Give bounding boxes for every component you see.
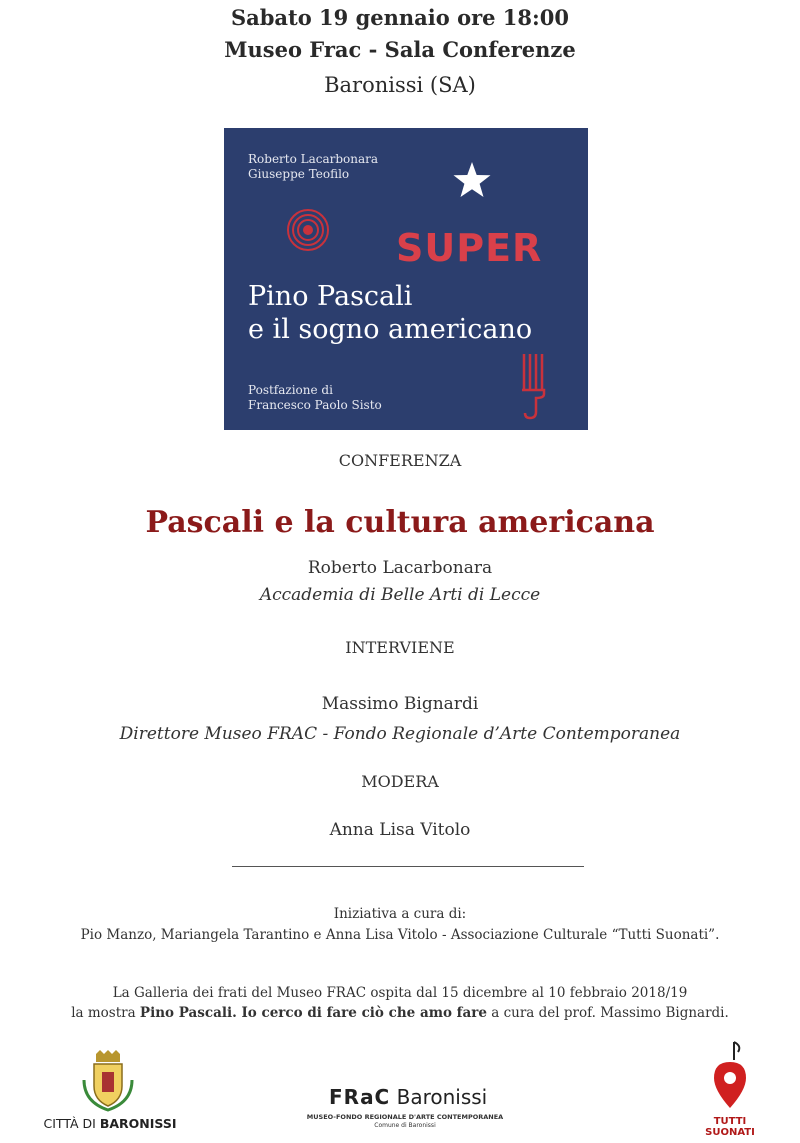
book-super-word: SUPER <box>396 226 543 270</box>
frac-logo-text <box>329 1085 487 1109</box>
book-author-2: Giuseppe Teofilo <box>248 167 350 181</box>
city-label <box>40 1116 180 1131</box>
book-title-line-1: Pino Pascali <box>248 281 413 312</box>
book-postface <box>248 383 382 413</box>
crest-icon <box>78 1050 138 1112</box>
guest-name: Massimo Bignardi <box>321 694 479 714</box>
frac-brand: FRaC <box>329 1085 391 1109</box>
city-of-baronissi-logo <box>40 1050 180 1135</box>
city-label-bold: BARONISSI <box>99 1116 177 1131</box>
guest-role: Direttore Museo FRAC - Fondo Regionale d’Arte Contemporanea <box>119 724 681 744</box>
gallery-line-1: La Galleria dei frati del Museo FRAC ospita dal 15 dicembre al 10 febbraio 2018/19 <box>112 985 688 1001</box>
frac-city: Baronissi <box>396 1085 488 1109</box>
speaker-affiliation: Accademia di Belle Arti di Lecce <box>259 585 541 605</box>
book-author-1: Roberto Lacarbonara <box>248 152 379 166</box>
tutti-suonati-logo <box>690 1040 770 1138</box>
book-postface-author: Francesco Paolo Sisto <box>248 398 382 412</box>
moderates-label: MODERA <box>361 772 439 791</box>
target-icon <box>284 206 332 254</box>
conference-label: CONFERENZA <box>338 451 462 470</box>
gallery-line-2 <box>0 1005 800 1021</box>
gallery-line-2-pre: la mostra <box>71 1005 140 1021</box>
moderator-name: Anna Lisa Vitolo <box>329 820 471 840</box>
initiative-people: Pio Manzo, Mariangela Tarantino e Anna Lisa Vitolo - Associazione Culturale “Tutti Suonati”. <box>80 927 720 943</box>
event-datetime: Sabato 19 gennaio ore 18:00 <box>230 5 570 30</box>
event-city: Baronissi (SA) <box>324 73 476 97</box>
event-venue: Museo Frac - Sala Conferenze <box>224 37 576 62</box>
book-title <box>248 280 532 346</box>
conference-title: Pascali e la cultura americana <box>145 505 655 540</box>
exhibition-title: Pino Pascali. Io cerco di fare ciò che amo fare <box>139 1005 487 1021</box>
intervenes-label: INTERVIENE <box>345 638 455 657</box>
star-icon <box>452 160 492 200</box>
city-label-pre: CITTÀ DI <box>43 1116 100 1131</box>
book-authors <box>248 152 378 182</box>
music-pin-icon <box>708 1040 752 1112</box>
speaker-name: Roberto Lacarbonara <box>307 558 493 578</box>
book-title-line-2: e il sogno americano <box>248 314 533 345</box>
book-cover-image <box>224 128 588 430</box>
gallery-line-2-post: a cura del prof. Massimo Bignardi. <box>486 1005 729 1021</box>
initiative-label: Iniziativa a cura di: <box>333 906 467 922</box>
divider <box>232 866 584 867</box>
fork-icon <box>516 350 552 422</box>
tutti-label: TUTTI SUONATI <box>705 1116 755 1138</box>
frac-baronissi-logo <box>285 1085 525 1135</box>
frac-subtitle: MUSEO-FONDO REGIONALE D'ARTE CONTEMPORANEA <box>306 1113 504 1121</box>
book-postface-label: Postfazione di <box>248 383 333 397</box>
frac-subtitle-2: Comune di Baronissi <box>374 1122 436 1129</box>
